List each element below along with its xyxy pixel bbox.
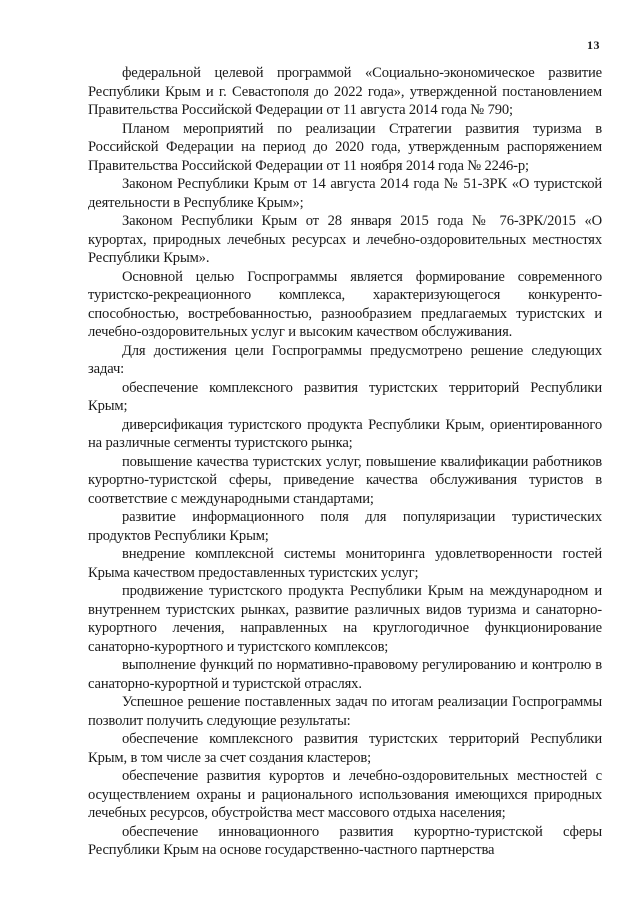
paragraph: диверсификация туристского продукта Республики Крым, ориентированного на различные сегменты туристского рынка; xyxy=(88,416,602,451)
paragraph: Основной целью Госпрограммы является формирование современного туристско-рекреационного комплекса, характеризующегося конкуренто-способностью, востребованностью, разнообразием предлагаемых туристских и лечебно-оздоровительных услуг и высоким качеством обслуживания. xyxy=(88,268,602,340)
paragraph: обеспечение инновационного развития курортно-туристской сферы Республики Крым на основе государственно-частного партнерства xyxy=(88,823,602,858)
paragraph: выполнение функций по нормативно-правовому регулированию и контролю в санаторно-курортной и туристской отраслях. xyxy=(88,657,602,692)
page-number: 13 xyxy=(587,38,600,52)
paragraph: продвижение туристского продукта Республики Крым на международном и внутреннем туристских рынках, развитие различных видов туризма и санаторно-курортного лечения, направленных на круглогодичное функционирование санаторно-курортного и туристского комплексов; xyxy=(88,583,602,655)
paragraph: развитие информационного поля для популяризации туристических продуктов Республики Крым; xyxy=(88,509,602,544)
paragraph: Успешное решение поставленных задач по итогам реализации Госпрограммы позволит получить следующие результаты: xyxy=(88,694,602,729)
paragraph: обеспечение комплексного развития туристских территорий Республики Крым, в том числе за счет создания кластеров; xyxy=(88,731,602,766)
paragraph: федеральной целевой программой «Социально-экономическое развитие Республики Крым и г. Севастополя до 2022 года», утвержденной постановлением Правительства Российской Федерации от 11 августа 2014 года № 790; xyxy=(88,65,602,118)
paragraph: повышение качества туристских услуг, повышение квалификации работников курортно-туристской сферы, приведение качества обслуживания туристов в соответствие с международными стандартами; xyxy=(88,453,602,507)
paragraph: внедрение комплексной системы мониторинга удовлетворенности гостей Крыма качеством предоставленных туристских услуг; xyxy=(88,546,602,581)
paragraph: Планом мероприятий по реализации Стратегии развития туризма в Российской Федерации на период до 2020 года, утвержденным распоряжением Правительства Российской Федерации от 11 ноября 2014 года № 2246-р; xyxy=(88,120,602,174)
paragraph: Законом Республики Крым от 28 января 2015 года № 76-ЗРК/2015 «О курортах, природных лечебных ресурсах и лечебно-оздоровительных местностях Республики Крым». xyxy=(88,213,602,266)
paragraph: обеспечение комплексного развития туристских территорий Республики Крым; xyxy=(88,379,602,414)
paragraph: обеспечение развития курортов и лечебно-оздоровительных местностей с осуществлением охраны и рационального использования имеющихся природных лечебных ресурсов, обустройства мест массового отдыха населения; xyxy=(88,768,602,821)
paragraph: Для достижения цели Госпрограммы предусмотрено решение следующих задач: xyxy=(88,342,602,377)
document-body xyxy=(88,64,602,860)
paragraph: Законом Республики Крым от 14 августа 2014 года № 51-ЗРК «О туристской деятельности в Республике Крым»; xyxy=(88,176,602,211)
